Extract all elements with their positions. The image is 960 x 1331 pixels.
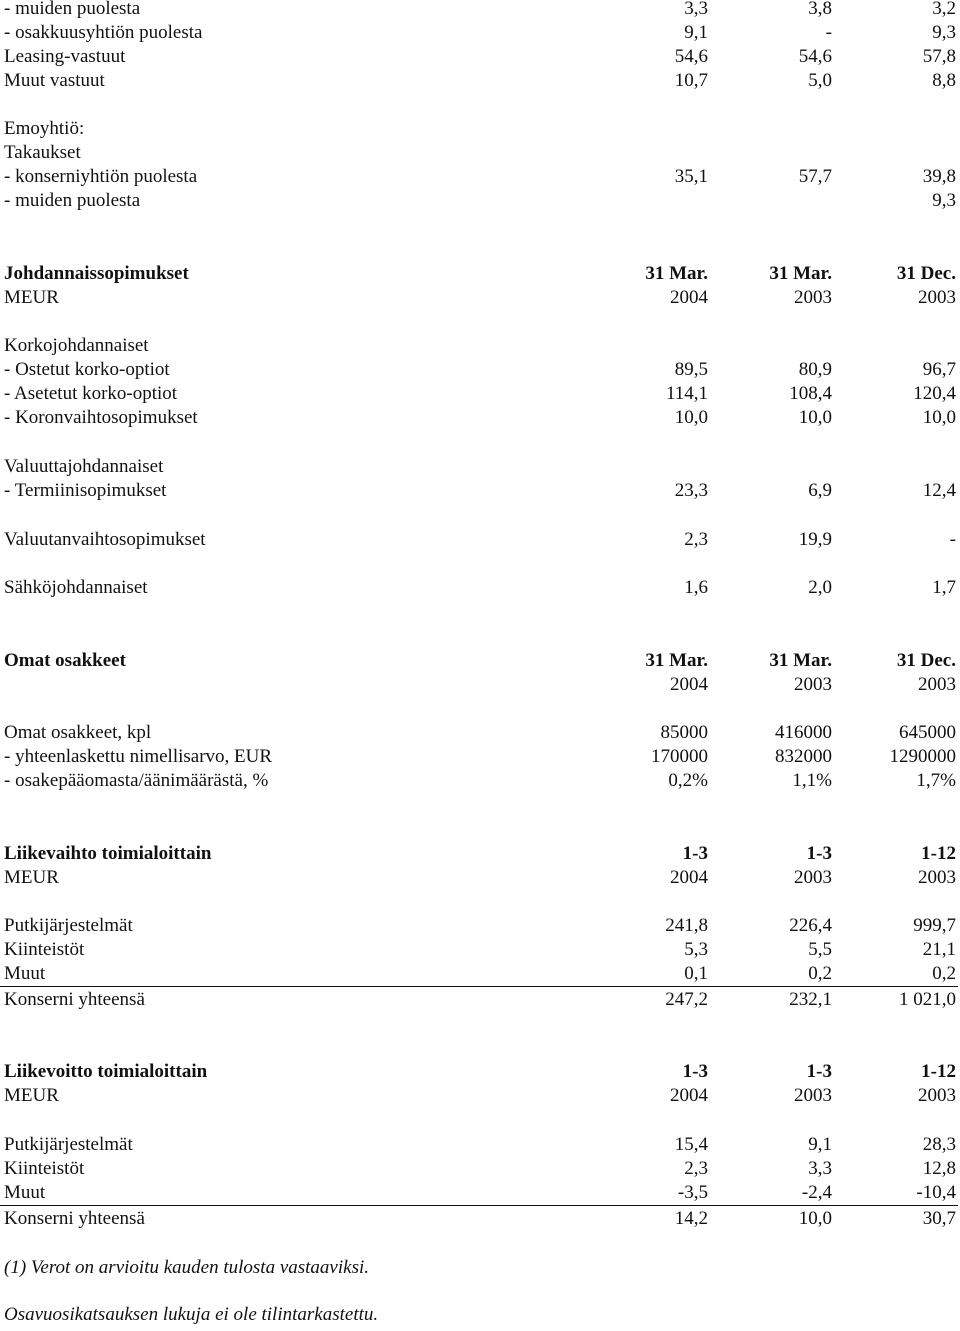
row-label: Omat osakkeet <box>4 650 126 671</box>
row-value: 54,6 <box>798 46 832 67</box>
row-value: 2003 <box>918 674 956 695</box>
row-value: 2004 <box>670 867 708 888</box>
row-value: 2004 <box>670 287 708 308</box>
table-row <box>0 1181 960 1205</box>
table-row <box>0 673 960 697</box>
total-divider <box>0 1205 958 1206</box>
row-value: 89,5 <box>674 359 708 380</box>
table-row <box>0 45 960 69</box>
row-value: 247,2 <box>665 989 708 1010</box>
row-label: - muiden puolesta <box>4 0 141 19</box>
row-value: 0,2 <box>808 963 832 984</box>
row-value: -3,5 <box>677 1182 708 1203</box>
row-value: 57,8 <box>922 46 956 67</box>
row-value: 5,3 <box>684 939 708 960</box>
table-row <box>0 1207 960 1231</box>
footnote-unaudited: Osavuosikatsauksen lukuja ei ole tilintarkastettu. <box>4 1304 379 1325</box>
table-row <box>0 988 960 1012</box>
row-value: 832000 <box>775 746 832 767</box>
table-row <box>0 1084 960 1108</box>
row-value: 999,7 <box>913 915 956 936</box>
row-label: Muut <box>4 963 46 984</box>
row-label: Valuutanvaihtosopimukset <box>4 529 206 550</box>
row-value: 9,3 <box>932 22 956 43</box>
row-value: 1 021,0 <box>899 989 956 1010</box>
row-label: Kiinteistöt <box>4 1158 85 1179</box>
row-label: - yhteenlaskettu nimellisarvo, EUR <box>4 746 273 767</box>
row-label: - konserniyhtiön puolesta <box>4 166 198 187</box>
table-row <box>0 189 960 213</box>
row-value: 10,0 <box>798 1208 832 1229</box>
row-value: 1,1% <box>792 770 832 791</box>
row-value: 31 Mar. <box>645 650 708 671</box>
row-value: 5,5 <box>808 939 832 960</box>
row-value: 10,7 <box>674 70 708 91</box>
row-value: 645000 <box>899 722 956 743</box>
row-value: 8,8 <box>932 70 956 91</box>
row-value: 2003 <box>794 674 832 695</box>
row-value: 2,0 <box>808 577 832 598</box>
table-row <box>0 528 960 552</box>
row-value: 21,1 <box>922 939 956 960</box>
row-value: 31 Dec. <box>896 650 956 671</box>
table-row <box>0 141 960 165</box>
table-row <box>0 1133 960 1157</box>
row-value: 2,3 <box>684 1158 708 1179</box>
row-value: 2004 <box>670 1085 708 1106</box>
table-row <box>0 69 960 93</box>
row-value: 0,1 <box>684 963 708 984</box>
row-value: 10,0 <box>674 407 708 428</box>
row-label: - Termiinisopimukset <box>4 480 167 501</box>
row-value: -10,4 <box>916 1182 956 1203</box>
row-value: 3,2 <box>932 0 956 19</box>
row-label: Muut vastuut <box>4 70 105 91</box>
row-value: 0,2 <box>932 963 956 984</box>
row-value: 96,7 <box>922 359 956 380</box>
row-value: 2003 <box>918 867 956 888</box>
row-value: 31 Mar. <box>645 263 708 284</box>
row-value: 0,2% <box>668 770 708 791</box>
row-label: Takaukset <box>4 142 81 163</box>
row-value: 35,1 <box>674 166 708 187</box>
row-label: MEUR <box>4 1085 59 1106</box>
row-value: 232,1 <box>789 989 832 1010</box>
row-value: 2003 <box>918 287 956 308</box>
table-row <box>0 745 960 769</box>
row-value: 9,1 <box>808 1134 832 1155</box>
table-row <box>0 21 960 45</box>
row-value: 1290000 <box>889 746 956 767</box>
row-label: Korkojohdannaiset <box>4 335 149 356</box>
row-value: 241,8 <box>665 915 708 936</box>
row-value: 80,9 <box>798 359 832 380</box>
table-row <box>0 866 960 890</box>
row-label: Putkijärjestelmät <box>4 915 133 936</box>
table-row <box>0 842 960 866</box>
row-label: Emoyhtiö: <box>4 118 85 139</box>
row-value: 31 Mar. <box>769 263 832 284</box>
table-row <box>0 382 960 406</box>
row-value: - <box>949 529 956 550</box>
row-value: 120,4 <box>913 383 956 404</box>
row-label: Liikevoitto toimialoittain <box>4 1061 208 1082</box>
row-label: Omat osakkeet, kpl <box>4 722 152 743</box>
row-value: 5,0 <box>808 70 832 91</box>
row-value: 1-3 <box>682 1061 708 1082</box>
table-row <box>0 334 960 358</box>
row-value: 3,3 <box>684 0 708 19</box>
row-value: 10,0 <box>798 407 832 428</box>
row-value: -2,4 <box>801 1182 832 1203</box>
row-value: 416000 <box>775 722 832 743</box>
row-value: 9,1 <box>684 22 708 43</box>
row-value: 3,8 <box>808 0 832 19</box>
row-label: Konserni yhteensä <box>4 989 145 1010</box>
table-row <box>0 0 960 21</box>
table-row <box>0 649 960 673</box>
row-label: Leasing-vastuut <box>4 46 126 67</box>
table-row <box>0 1060 960 1084</box>
row-value: 1-12 <box>921 843 956 864</box>
row-value: 6,9 <box>808 480 832 501</box>
row-value: 1,6 <box>684 577 708 598</box>
row-value: 226,4 <box>789 915 832 936</box>
row-value: 1-3 <box>682 843 708 864</box>
total-divider <box>0 986 958 987</box>
row-value: 1-3 <box>806 843 832 864</box>
row-label: MEUR <box>4 867 59 888</box>
table-row <box>0 938 960 962</box>
row-value: 1-12 <box>921 1061 956 1082</box>
row-label: Kiinteistöt <box>4 939 85 960</box>
row-value: 15,4 <box>674 1134 708 1155</box>
table-row <box>0 479 960 503</box>
row-label: Putkijärjestelmät <box>4 1134 133 1155</box>
row-value: 2003 <box>794 1085 832 1106</box>
table-row <box>0 406 960 430</box>
row-value: 12,8 <box>922 1158 956 1179</box>
table-row <box>0 117 960 141</box>
row-label: - osakepääomasta/äänimäärästä, % <box>4 770 269 791</box>
row-value: 3,3 <box>808 1158 832 1179</box>
table-row <box>0 576 960 600</box>
table-row <box>0 358 960 382</box>
row-value: 108,4 <box>789 383 832 404</box>
row-value: 1,7 <box>932 577 956 598</box>
row-value: 57,7 <box>798 166 832 187</box>
row-label: - Ostetut korko-optiot <box>4 359 170 380</box>
table-row <box>0 286 960 310</box>
row-label: MEUR <box>4 287 59 308</box>
row-value: 114,1 <box>665 383 708 404</box>
row-value: 23,3 <box>674 480 708 501</box>
row-label: - Koronvaihtosopimukset <box>4 407 198 428</box>
table-row <box>0 769 960 793</box>
row-label: Sähköjohdannaiset <box>4 577 148 598</box>
row-label: Muut <box>4 1182 46 1203</box>
row-value: 14,2 <box>674 1208 708 1229</box>
row-value: 170000 <box>651 746 708 767</box>
table-row <box>0 1157 960 1181</box>
table-row <box>0 962 960 986</box>
row-value: 2,3 <box>684 529 708 550</box>
row-label: Konserni yhteensä <box>4 1208 145 1229</box>
row-value: 31 Dec. <box>896 263 956 284</box>
row-value: 2003 <box>794 867 832 888</box>
table-row <box>0 914 960 938</box>
table-row <box>0 721 960 745</box>
row-label: Johdannaissopimukset <box>4 263 189 284</box>
table-row <box>0 165 960 189</box>
row-value: 28,3 <box>922 1134 956 1155</box>
row-label: - osakkuusyhtiön puolesta <box>4 22 203 43</box>
row-value: 54,6 <box>674 46 708 67</box>
row-value: 85000 <box>660 722 708 743</box>
footnote-taxes: (1) Verot on arvioitu kauden tulosta vastaaviksi. <box>4 1257 369 1278</box>
row-value: 30,7 <box>922 1208 956 1229</box>
row-value: 10,0 <box>922 407 956 428</box>
row-value: 39,8 <box>922 166 956 187</box>
row-value: 1-3 <box>806 1061 832 1082</box>
row-value: 12,4 <box>922 480 956 501</box>
table-row <box>0 262 960 286</box>
row-label: - Asetetut korko-optiot <box>4 383 178 404</box>
row-value: 2003 <box>794 287 832 308</box>
row-label: - muiden puolesta <box>4 190 141 211</box>
row-value: 19,9 <box>798 529 832 550</box>
table-row <box>0 455 960 479</box>
row-value: - <box>825 22 832 43</box>
row-value: 2004 <box>670 674 708 695</box>
row-label: Valuuttajohdannaiset <box>4 456 164 477</box>
row-label: Liikevaihto toimialoittain <box>4 843 212 864</box>
row-value: 2003 <box>918 1085 956 1106</box>
row-value: 9,3 <box>932 190 956 211</box>
row-value: 31 Mar. <box>769 650 832 671</box>
row-value: 1,7% <box>916 770 956 791</box>
